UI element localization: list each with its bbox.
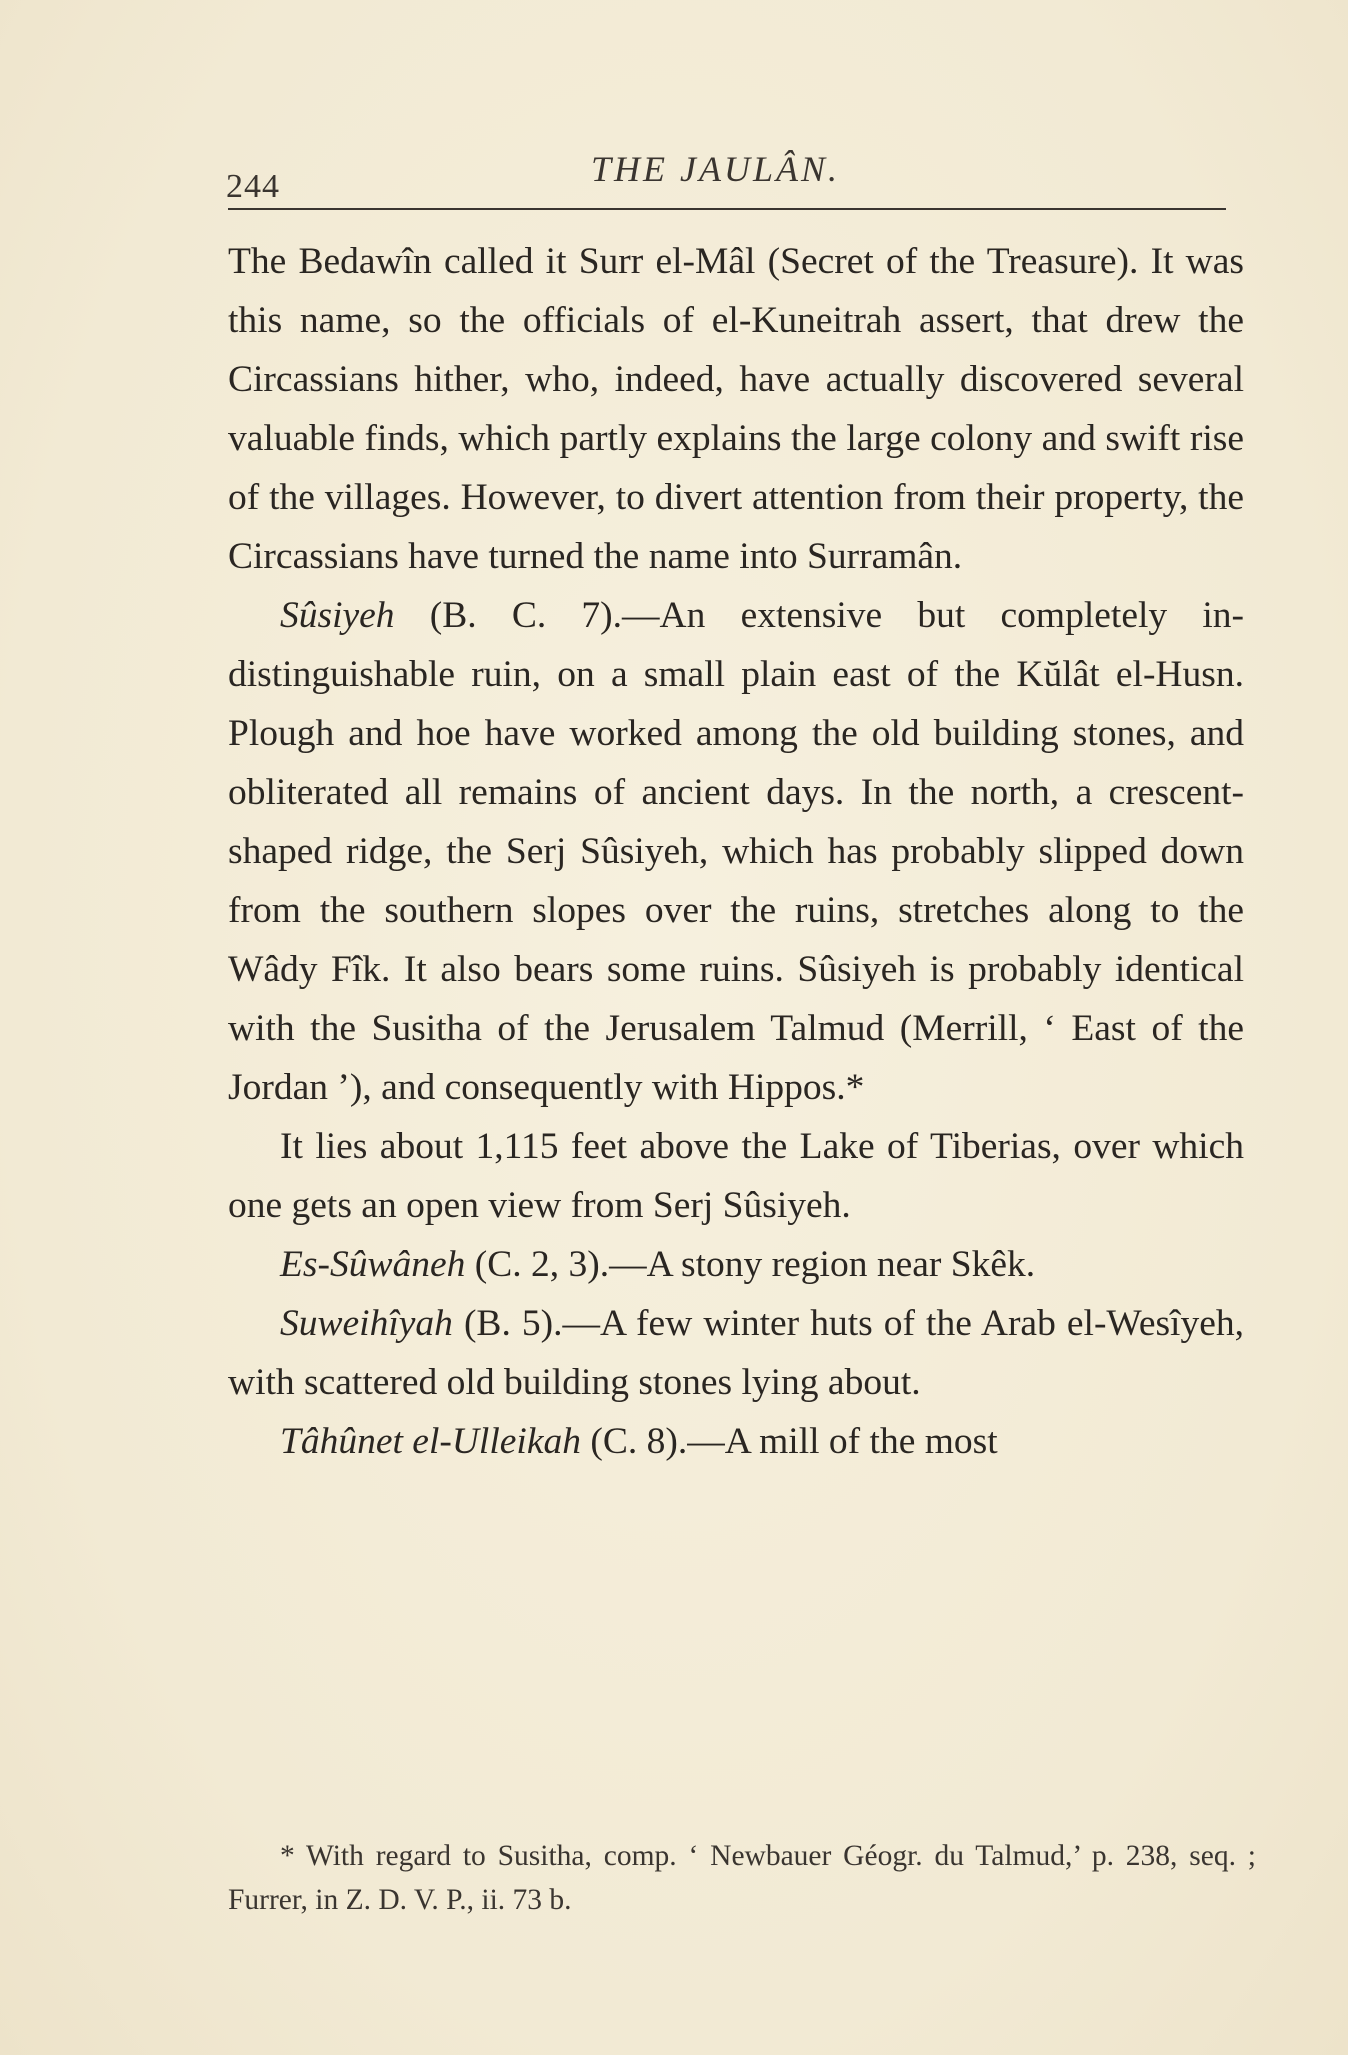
page-number: 244 [226, 168, 280, 205]
running-head: THE JAULÂN. [591, 149, 840, 189]
footnote-text: * With regard to Susitha, comp. ‘ Newbauer Géogr. du Talmud,’ p. 238, seq. ; Furrer, in Z. D. V. P., ii. 73 b. [228, 1840, 1256, 1916]
paragraph-text: (B. C. 7).—An extensive but completely indistinguishable ruin, on a small plain east of the Kŭlât el-Husn. Plough and hoe have worked among the old building stones, and obliterated all remains of ancient days. In the north, a crescent-shaped ridge, the Serj Sûsiyeh, which has probably slipped down from the southern slopes over the ruins, stretches along to the Wâdy Fîk. It also bears some ruins. Sûsiyeh is probably identical with the Susitha of the Jerusalem Talmud (Merrill, ‘ East of the Jordan ’), and consequently with Hippos.* [228, 595, 1244, 1108]
paragraph-text: (C. 8).—A mill of the most [580, 1421, 998, 1462]
entry-term: Tâhûnet el-Ulleikah [280, 1421, 581, 1462]
paragraph-text: The Bedawîn called it Surr el-Mâl (Secret of the Treasure). It was this name, so the officials of el-Kuneitrah assert, that drew the Circassians hither, who, indeed, have actually discovered several valuable finds, which partly explains the large colony and swift rise of the villages. However, to divert attention from their property, the Circassians have turned the name into Surramân. [228, 241, 1244, 577]
paragraph [228, 232, 1244, 586]
paragraph-text: (B. 5).—A few winter huts of the Arab el-Wesîyeh, with scattered old building stones lying about. [228, 1303, 1244, 1403]
entry-term: Sûsiyeh [280, 595, 395, 636]
entry-term: Suweihîyah [280, 1303, 453, 1344]
footnote [228, 1834, 1256, 1922]
paragraph [228, 1235, 1244, 1294]
page-header [226, 140, 1226, 210]
paragraph [228, 586, 1244, 1117]
paragraph [228, 1294, 1244, 1412]
paragraph [228, 1117, 1244, 1235]
entry-term: Es-Sûwâneh [280, 1244, 466, 1285]
paragraph [228, 1412, 1244, 1471]
header-rule [228, 208, 1226, 210]
body-text [228, 232, 1244, 1471]
paragraph-text: (C. 2, 3).—A stony region near Skêk. [465, 1244, 1036, 1285]
paragraph-text: It lies about 1,115 feet above the Lake of Tiberias, over which one gets an open view from Serj Sûsiyeh. [228, 1126, 1244, 1226]
